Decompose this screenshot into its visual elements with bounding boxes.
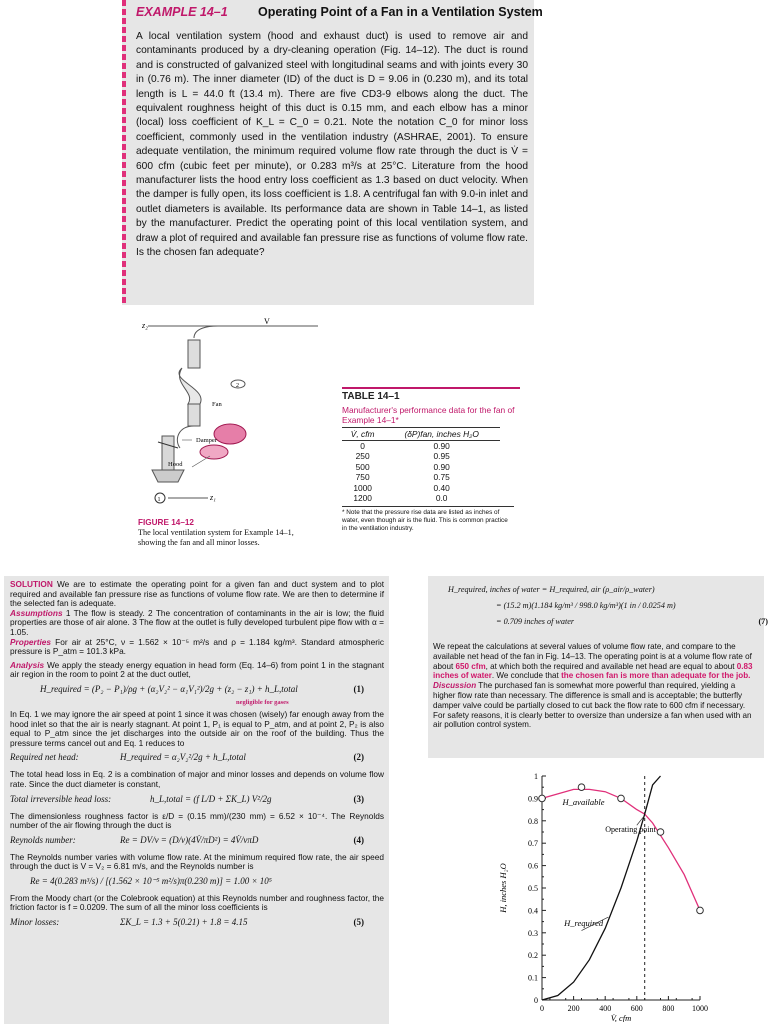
equation-4-body: Re = DV/ν = (D/ν)(4V̇/πD²) = 4V̇/νπD xyxy=(120,834,259,845)
result-equation-c-text: = 0.709 inches of water xyxy=(496,617,575,626)
table-cell-flow: 750 xyxy=(355,472,370,483)
table-footnote: * Note that the pressure rise data are listed as inches of water, even though air is the fluid. This is common practice in the ventilation industry. xyxy=(342,506,514,532)
analysis-text: We apply the steady energy equation in head form (Eq. 14–6) from point 1 in the stagnant air region in the room to point 2 at the duct outlet, xyxy=(10,659,384,680)
equation-1-note: negligible for gases xyxy=(236,698,289,706)
assumptions-text: 1 The flow is steady. 2 The concentration of contaminants in the air is low; the fluid properties are those of air alone. 3 The flow at the outlet is fully developed turbulent pipe flow with α = 1.05. xyxy=(10,607,384,637)
hood-leader xyxy=(192,456,210,467)
equation-1-body: H_required = (P₂ − P₁)/ρg + (α₂V₂² − α₁V₁²)/2g + (z₂ − z₁) + h_L,total xyxy=(40,683,298,694)
duct-elbow-2 xyxy=(179,368,201,404)
result-highlight-head: 0.83 inches of water xyxy=(433,661,753,681)
equation-5-body: ΣK_L = 1.3 + 5(0.21) + 1.8 = 4.15 xyxy=(120,917,248,928)
result-highlight-flow: 650 cfm xyxy=(455,661,486,671)
paragraph-5: From the Moody chart (or the Colebrook equation) at this Reynolds number and roughness factor, the friction factor is f = 0.0209. The sum of all the minor loss coefficients is xyxy=(10,892,384,913)
example-number: EXAMPLE 14–1 xyxy=(136,5,228,19)
table-cell-pressure: 0.40 xyxy=(433,482,450,493)
result-panel xyxy=(428,576,768,758)
table-cell-flow: 1000 xyxy=(353,482,372,493)
assumptions-label: Assumptions xyxy=(10,607,63,618)
table-row xyxy=(342,441,500,452)
outlet-duct xyxy=(194,326,258,338)
discussion-text: The purchased fan is somewhat more powerful than required, yielding a higher flow rate than necessary. The difference is small and is acceptable; the butterfly damper valve could be partially closed to cut back the flow rate to 600 cfm if necessary. For safety reasons, it is clearly better to oversize than undersize a fan when used with an air pollution control system. xyxy=(433,681,752,730)
table-grid xyxy=(342,427,500,503)
equation-5 xyxy=(10,913,384,935)
table-cell-flow: 1200 xyxy=(353,493,372,504)
properties-label: Properties xyxy=(10,636,52,647)
y-axis-label: H, inches H₂O xyxy=(498,863,508,913)
table-caption: Manufacturer's performance data for the fan of Example 14–1* xyxy=(342,405,515,425)
solution-intro xyxy=(10,580,384,609)
equation-2-label: Required net head: xyxy=(10,752,79,763)
example-title: Operating Point of a Fan in a Ventilation System xyxy=(258,5,543,19)
paragraph-4: The Reynolds number varies with volume flow rate. At the minimum required flow rate, the air speed through the duct is V = V₂ = 6.81 m/s, and the Reynolds number is xyxy=(10,851,384,872)
y-tick-label: 1 xyxy=(534,772,538,781)
equation-5-number: (5) xyxy=(353,917,364,928)
equation-3-label: Total irreversible head loss: xyxy=(10,793,112,804)
y-tick-label: 0.3 xyxy=(528,928,538,938)
equation-1 xyxy=(10,680,384,710)
table-row xyxy=(342,462,500,472)
figure-caption-text: The local ventilation system for Example 14–1, showing the fan and all minor losses. xyxy=(138,528,294,547)
damper-label: Damper xyxy=(196,437,217,444)
table-cell-pressure: 0.0 xyxy=(435,493,448,504)
assumptions-paragraph xyxy=(10,609,384,638)
x-tick-label: 200 xyxy=(567,1004,580,1013)
y-tick-label: 0.9 xyxy=(528,794,538,804)
series-line-available xyxy=(542,789,700,910)
result-equation-number: (7) xyxy=(758,617,768,626)
result-text-2: , at which both the required and available net head are equal to about xyxy=(485,661,735,671)
fan-inlet xyxy=(200,445,228,459)
table-row xyxy=(342,451,500,461)
series-line-required xyxy=(542,776,661,1000)
properties-text: For air at 25°C, ν = 1.562 × 10⁻⁵ m²/s and ρ = 1.184 kg/m³. Standard atmospheric pressure is P_atm = 101.3 kPa. xyxy=(10,636,385,657)
discussion-paragraph xyxy=(433,681,755,730)
equation-re xyxy=(10,872,384,894)
table-row xyxy=(342,493,500,503)
table-row xyxy=(342,483,500,493)
table-cell-pressure: 0.95 xyxy=(433,451,450,462)
equation-2-body: H_required = α₂V₂²/2g + h_L,total xyxy=(120,752,246,763)
x-axis-label: V̇, cfm xyxy=(610,1013,632,1022)
equation-4-number: (4) xyxy=(353,834,364,845)
fan-housing xyxy=(214,424,246,444)
equation-3-number: (3) xyxy=(353,793,364,804)
data-point xyxy=(618,795,625,802)
operating-point-chart xyxy=(490,772,708,1022)
equation-3-body: h_L,total = (f L/D + ΣK_L) V²/2g xyxy=(150,793,272,804)
solution-panel xyxy=(4,576,389,1024)
hood-label: Hood xyxy=(168,461,183,468)
y-tick-label: 0.6 xyxy=(528,861,538,871)
solution-text xyxy=(10,580,384,935)
example-body: A local ventilation system (hood and exhaust duct) is used to remove air and contaminants produced by a dry-cleaning operation (Fig. 14–12). The duct is round and is constructed of galvanized steel with longitudinal seams and with joints every 30 in (0.76 m). The inner diameter (ID) of the duct is D = 9.06 in (0.230 m), and its total length is L = 44.0 ft (13.4 m). There are five CD3-9 elbows along the duct. The equivalent roughness height of this duct is 0.15 mm, and each elbow has a minor (local) loss coefficient of K_L = C_0 = 0.21. Note the notation C_0 for minor loss coefficient, commonly used in the ventilation industry (ASHRAE, 2001). To ensure adequate ventilation, the minimum required volume flow rate through the duct is V̇ = 600 cfm (cubic feet per minute), or 0.283 m³/s at 25°C. Literature from the hood manufacturer lists the hood entry loss coefficient as 1.3 based on duct velocity. When the damper is fully open, its loss coefficient is 1.8. A centrifugal fan with 9.0-in inlet and outlet diameters is available. Its performance data are shown in Table 14–1, as listed by the manufacturer. Predict the operating point of this local ventilation system, and draw a plot of required and available fan pressure rise as functions of volume flow rate. Is the chosen fan adequate? xyxy=(136,31,528,259)
analysis-paragraph xyxy=(10,661,384,680)
y-tick-label: 0.8 xyxy=(528,816,538,826)
solution-lead: SOLUTION xyxy=(10,579,53,589)
example-box xyxy=(122,0,543,305)
example-margin-bar xyxy=(122,0,126,305)
table-row xyxy=(342,472,500,482)
y-tick-label: 0.1 xyxy=(528,973,538,983)
equation-3 xyxy=(10,790,384,812)
result-text-3: . We conclude that xyxy=(491,671,559,681)
discussion-label: Discussion xyxy=(433,681,477,691)
result-equation-a: H_required, inches of water = H_required, air (ρ_air/ρ_water) xyxy=(448,585,655,594)
x-tick-label: 800 xyxy=(662,1004,675,1013)
table-header-pressure: (δP)fan, inches H₂O xyxy=(383,428,500,441)
result-equation-b: = (15.2 m)(1.184 kg/m³ / 998.0 kg/m³)(1 in / 0.0254 m) xyxy=(496,601,676,610)
properties-paragraph xyxy=(10,638,384,657)
y-tick-label: 0.2 xyxy=(528,951,538,961)
ventilation-figure xyxy=(138,318,338,518)
operating-label: Operating point xyxy=(605,825,656,834)
table-title: TABLE 14–1 xyxy=(342,387,520,402)
equation-2 xyxy=(10,748,384,770)
table-cell-pressure: 0.75 xyxy=(433,472,450,483)
point-2-label: 2 xyxy=(236,383,239,389)
result-text xyxy=(433,642,755,730)
z2-label: z₂ xyxy=(142,321,148,330)
y-tick-label: 0 xyxy=(534,996,538,1005)
analysis-label: Analysis xyxy=(10,659,45,670)
result-highlight-conclusion: the chosen fan is more than adequate for the job. xyxy=(561,671,751,681)
point-1-label: 1 xyxy=(157,497,161,503)
table-cell-pressure: 0.90 xyxy=(433,441,450,451)
x-tick-label: 600 xyxy=(630,1004,643,1013)
duct-elbow-3 xyxy=(177,426,194,448)
table-cell-flow: 250 xyxy=(355,451,370,462)
y-tick-label: 0.7 xyxy=(528,839,538,849)
solution-intro-text: We are to estimate the operating point for a given fan and duct system and to plot required and available fan pressure rise as functions of volume flow rate. We are then to determine if the selected fan is adequate. xyxy=(10,579,384,609)
equation-2-number: (2) xyxy=(353,752,364,763)
table-cell-flow: 0 xyxy=(360,441,365,451)
figure-caption-label: FIGURE 14–12 xyxy=(138,518,194,527)
table-cell-pressure: 0.90 xyxy=(433,461,450,472)
data-point xyxy=(539,795,546,802)
paragraph-2: The total head loss in Eq. 2 is a combination of major and minor losses and depends on volume flow rate. Since the duct diameter is constant, xyxy=(10,769,384,789)
equation-re-body: Re = 4(0.283 m³/s) / [(1.562 × 10⁻⁵ m²/s)π(0.230 m)] = 1.00 × 10⁵ xyxy=(30,875,272,886)
x-tick-label: 0 xyxy=(540,1004,544,1013)
equation-5-label: Minor losses: xyxy=(10,917,60,928)
available-label: H_available xyxy=(562,797,605,808)
data-point xyxy=(578,784,585,791)
result-equations xyxy=(448,582,768,630)
y-tick-label: 0.4 xyxy=(528,906,538,916)
example-heading xyxy=(136,5,543,19)
paragraph-3: The dimensionless roughness factor is ε/D = (0.15 mm)/(230 mm) = 6.52 × 10⁻⁴. The Reynolds number of the air flowing through the duct is xyxy=(10,810,384,831)
data-point xyxy=(697,907,704,914)
hood-shape xyxy=(152,470,184,482)
equation-4 xyxy=(10,831,384,853)
fan-label: Fan xyxy=(212,401,222,408)
flow-label: V̇ xyxy=(264,318,270,326)
result-text-1: We repeat the calculations at several values of volume flow rate, and compare to the available net head of the fan in Fig. 14–13. The operating point is at a volume flow rate of about xyxy=(433,642,752,671)
table-header-flow: V̇, cfm xyxy=(342,428,383,441)
duct-section xyxy=(188,404,200,426)
required-label: H_required xyxy=(564,918,604,929)
table-cell-flow: 500 xyxy=(355,461,370,472)
figure-caption xyxy=(138,518,298,548)
y-tick-label: 0.5 xyxy=(528,884,538,893)
x-tick-label: 400 xyxy=(599,1004,612,1013)
result-paragraph xyxy=(433,642,755,681)
x-tick-label: 1000 xyxy=(692,1004,708,1013)
duct-elbow-1 xyxy=(188,340,200,368)
paragraph-1: In Eq. 1 we may ignore the air speed at point 1 since it was chosen (wisely) far enough away from the hood inlet so that the air is nearly stagnant. At point 1, P₁ is equal to P_atm, and at point 2, P₂ is also equal to P_atm since the jet discharges into the outside air on the roof of the building. Thus the pressure terms cancel out and Eq. 1 reduces to xyxy=(10,708,384,748)
equation-1-number: (1) xyxy=(353,683,364,694)
data-point xyxy=(657,829,664,836)
performance-table xyxy=(342,387,520,532)
equation-4-label: Reynolds number: xyxy=(10,834,76,845)
z1-label: z₁ xyxy=(210,493,216,502)
result-equation-c xyxy=(448,614,768,630)
